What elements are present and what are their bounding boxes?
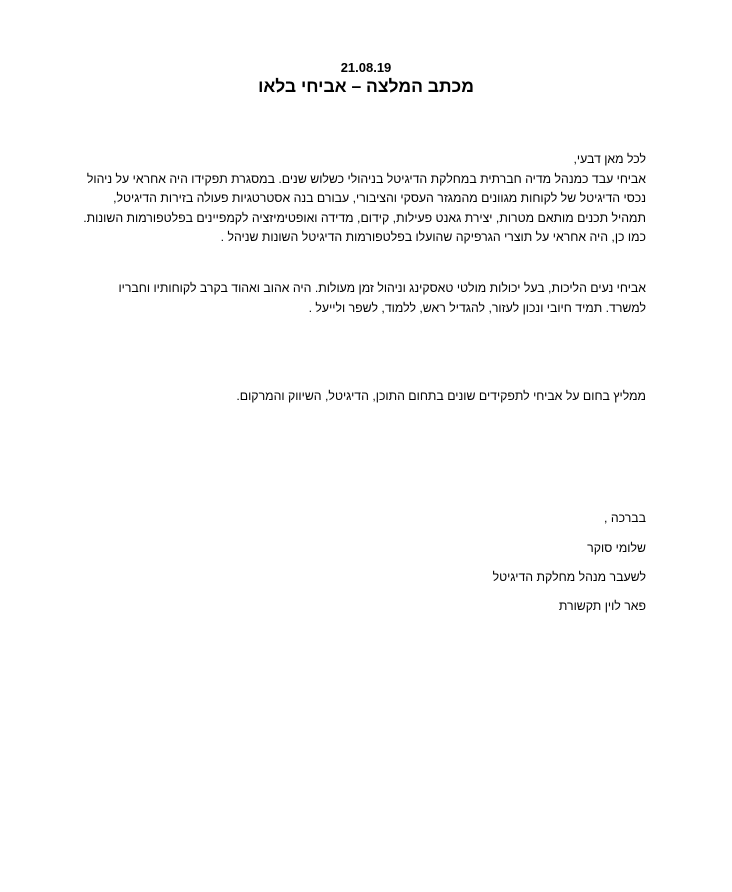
signature-company: פאר לוין תקשורת (558, 599, 646, 613)
signature-closing: בברכה , (604, 511, 646, 525)
signature-role: לשעבר מנהל מחלקת הדיגיטל (492, 570, 646, 584)
text-line: תמהיל תכנים מותאם מטרות, יצירת גאנט פעילות, קידום, מדידה ואופטימיזציה לקמפיינים בפלטפורמות השונות. (83, 210, 646, 225)
text-line: אביחי עבד כמנהל מדיה חברתית במחלקת הדיגיטל בניהולי כשלוש שנים. במסגרת תפקידו היה אחראי על ניהול (86, 171, 646, 186)
paragraph-recommendation (76, 387, 646, 407)
letter-title: מכתב המלצה – אביחי בלאו (258, 76, 474, 96)
text-line: כמו כן, היה אחראי על תוצרי הגרפיקה שהועלו בפלטפורמות הדיגיטל השונות שניהל . (220, 230, 646, 244)
paragraph-character (76, 279, 646, 318)
text-line: ממליץ בחום על אביחי לתפקידים שונים בתחום התוכן, הדיגיטל, השיווק והמרקום. (236, 389, 646, 403)
text-line: אביחי נעים הליכות, בעל יכולות מולטי טאסקינג וניהול זמן מעולות. היה אהוב ואהוד בקרב לקוחותיו וחבריו (118, 281, 646, 295)
greeting-line: לכל מאן דבעי, (573, 152, 646, 166)
text-line: נכסי הדיגיטל של לקוחות מגוונים מהמגזר העסקי והציבורי, עבורם בנה אסטרטגיות פעולה בזירות הדיגיטל, (113, 191, 646, 205)
signature-name: שלומי סוקר (587, 541, 646, 555)
text-line: למשרד. תמיד חיובי ונכון לעזור, להגדיל ראש, ללמוד, לשפר ולייעל . (308, 300, 646, 315)
letter-date: 21.08.19 (340, 60, 392, 75)
paragraph-intro (76, 150, 646, 248)
